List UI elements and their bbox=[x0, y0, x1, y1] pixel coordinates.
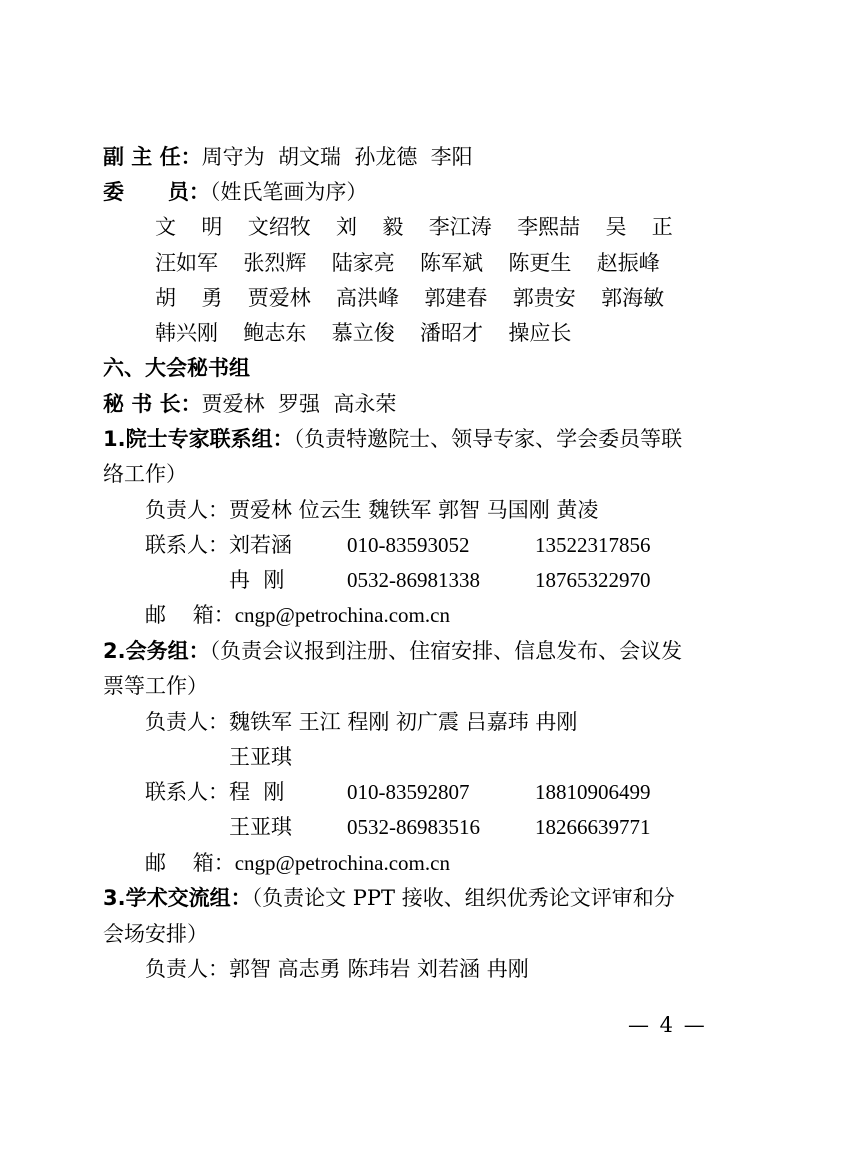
members-note: （姓氏笔画为序） bbox=[209, 180, 368, 204]
group1-contact-row bbox=[145, 566, 705, 594]
group3-leaders: 郭智 高志勇 陈玮岩 刘若涵 冉刚 bbox=[229, 957, 529, 981]
group2-leaders-cont: 王亚琪 bbox=[229, 745, 292, 769]
deputy-director-names: 周守为 胡文瑞 孙龙德 李阳 bbox=[201, 145, 473, 169]
contact-tel: 0532-86983516 bbox=[347, 815, 480, 839]
group1-contact-row bbox=[145, 531, 705, 559]
contact-mobile: 18266639771 bbox=[535, 815, 651, 839]
group3-desc: （负责论文 PPT 接收、组织优秀论文评审和分 bbox=[251, 886, 675, 910]
group1-desc: （负责特邀院士、领导专家、学会委员等联 bbox=[293, 427, 683, 451]
secretary-general-names: 贾爱林 罗强 高永荣 bbox=[201, 392, 397, 416]
deputy-director-label: 副 主 任： bbox=[103, 145, 202, 169]
deputy-director-line bbox=[103, 143, 473, 171]
group3-title-line bbox=[103, 884, 675, 912]
contact-name: 刘若涵 bbox=[229, 533, 292, 557]
group3-leader-line bbox=[145, 955, 529, 983]
contact-tel: 010-83593052 bbox=[347, 533, 470, 557]
group1-email[interactable]: cngp@petrochina.com.cn bbox=[234, 603, 450, 627]
group2-title-line bbox=[103, 637, 682, 665]
group2-leader-line bbox=[145, 708, 577, 736]
secretary-general-label: 秘 书 长： bbox=[103, 392, 202, 416]
section-six-heading: 六、大会秘书组 bbox=[103, 356, 250, 380]
group1-email-label: 邮 箱： bbox=[145, 603, 235, 627]
contact-mobile: 18810906499 bbox=[535, 780, 651, 804]
group2-email[interactable]: cngp@petrochina.com.cn bbox=[234, 851, 450, 875]
group1-contact-label: 联系人： bbox=[145, 533, 229, 557]
members-row: 汪如军 张烈辉 陆家亮 陈军斌 陈更生 赵振峰 bbox=[155, 251, 660, 275]
contact-tel: 010-83592807 bbox=[347, 780, 470, 804]
contact-name: 王亚琪 bbox=[229, 815, 292, 839]
group2-contact-row bbox=[145, 813, 705, 841]
group1-leader-label: 负责人： bbox=[145, 498, 229, 522]
members-row: 韩兴刚 鲍志东 慕立俊 潘昭才 操应长 bbox=[155, 321, 572, 345]
page-number: — 4 — bbox=[628, 1013, 707, 1037]
group1-leaders: 贾爱林 位云生 魏铁军 郭智 马国刚 黄凌 bbox=[229, 498, 599, 522]
group1-title-line bbox=[103, 425, 682, 453]
members-row: 胡 勇 贾爱林 高洪峰 郭建春 郭贵安 郭海敏 bbox=[155, 286, 665, 310]
group3-leader-label: 负责人： bbox=[145, 957, 229, 981]
contact-name: 冉 刚 bbox=[229, 568, 285, 592]
group2-leader-label: 负责人： bbox=[145, 710, 229, 734]
group1-email-line bbox=[145, 601, 450, 629]
group2-contact-label: 联系人： bbox=[145, 780, 229, 804]
group3-desc-cont: 会场安排） bbox=[103, 922, 208, 946]
group2-leaders: 魏铁军 王江 程刚 初广震 吕嘉玮 冉刚 bbox=[229, 710, 578, 734]
contact-tel: 0532-86981338 bbox=[347, 568, 480, 592]
secretary-general-line bbox=[103, 390, 396, 418]
group2-desc: （负责会议报到注册、住宿安排、信息发布、会议发 bbox=[209, 639, 683, 663]
group2-desc-cont: 票等工作） bbox=[103, 674, 208, 698]
contact-mobile: 18765322970 bbox=[535, 568, 651, 592]
group2-email-line bbox=[145, 849, 450, 877]
members-row: 文 明 文绍牧 刘 毅 李江涛 李熙喆 吴 正 bbox=[155, 215, 673, 239]
members-line bbox=[103, 178, 367, 206]
members-label: 委 员： bbox=[103, 180, 210, 204]
group1-leader-line bbox=[145, 496, 598, 524]
group1-desc-cont: 络工作） bbox=[103, 462, 187, 486]
group3-title: 3.学术交流组： bbox=[103, 886, 252, 910]
contact-name: 程 刚 bbox=[229, 780, 285, 804]
group2-contact-row bbox=[145, 778, 705, 806]
group2-title: 2.会务组： bbox=[103, 639, 210, 663]
group1-title: 1.院士专家联系组： bbox=[103, 427, 294, 451]
contact-mobile: 13522317856 bbox=[535, 533, 651, 557]
group2-email-label: 邮 箱： bbox=[145, 851, 235, 875]
